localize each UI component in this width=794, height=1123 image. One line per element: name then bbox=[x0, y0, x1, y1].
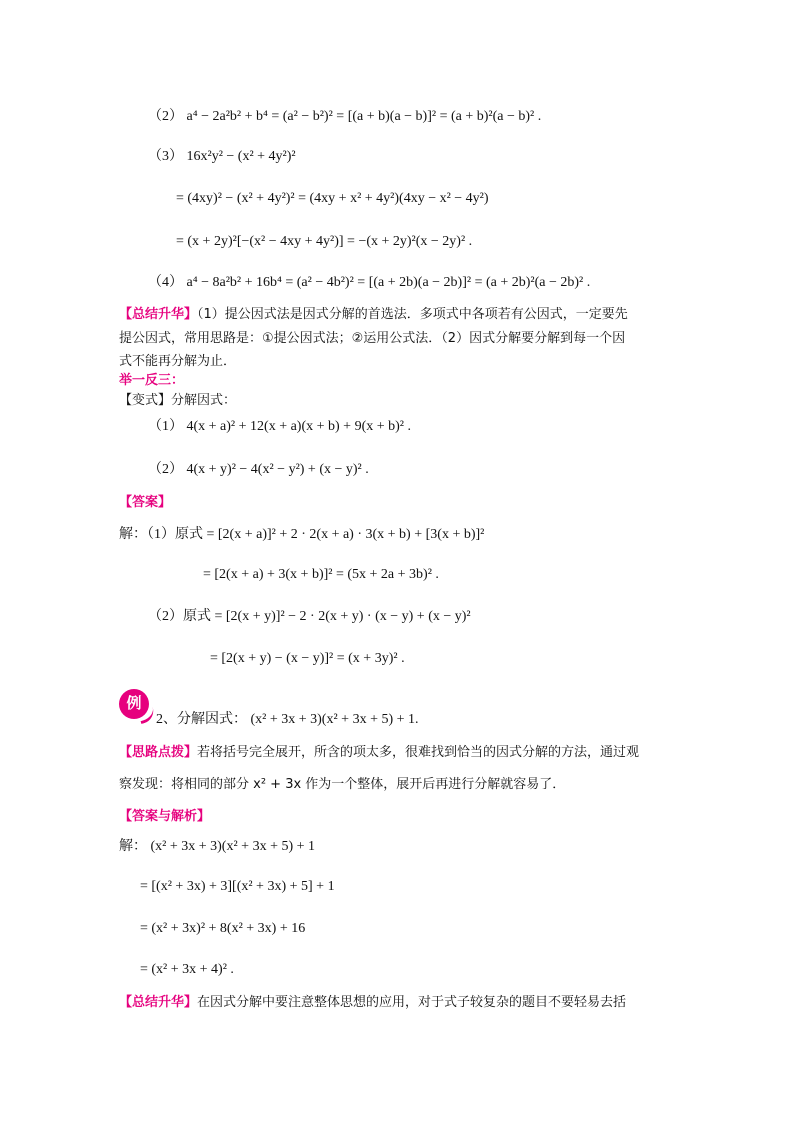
answer-2-line-2: = [2(x + y) − (x − y)]² = (x + 3y)² . bbox=[210, 651, 405, 666]
summary-1-line-3: 式不能再分解为止． bbox=[119, 354, 237, 369]
summary-2-text: 在因式分解中要注意整体思想的应用，对于式子较复杂的题目不要轻易去括 bbox=[197, 995, 627, 1010]
answer-1-line-1: 解：（1）原式 = [2(x + a)]² + 2 · 2(x + a) · 3(x + b) + [3(x + b)]² bbox=[119, 527, 485, 542]
analysis-line-4: = (x² + 3x + 4)² . bbox=[140, 962, 234, 977]
hint-line-1 bbox=[119, 744, 639, 762]
hint-line-2: 察发现：将相同的部分 x² + 3x 作为一个整体，展开后再进行分解就容易了． bbox=[119, 777, 566, 792]
solution-part-3-step2: = (x + 2y)²[−(x² − 4xy + 4y²)] = −(x + 2y)²(x − 2y)² . bbox=[176, 234, 473, 249]
analysis-line-2: = [(x² + 3x) + 3][(x² + 3x) + 5] + 1 bbox=[140, 879, 335, 894]
summary-2-line-1 bbox=[119, 994, 626, 1012]
analysis-line-1: 解： (x² + 3x + 3)(x² + 3x + 5) + 1 bbox=[119, 839, 316, 854]
example-2-prompt: 2、分解因式： (x² + 3x + 3)(x² + 3x + 5) + 1. bbox=[156, 712, 419, 727]
solution-part-4: （4） a⁴ − 8a²b² + 16b⁴ = (a² − 4b²)² = [(a + 2b)(a − 2b)]² = (a + 2b)²(a − 2b)² . bbox=[148, 275, 591, 290]
summary-1-line-2: 提公因式，常用思路是：①提公因式法；②运用公式法．（2）因式分解要分解到每一个因 bbox=[119, 331, 626, 346]
analysis-line-3: = (x² + 3x)² + 8(x² + 3x) + 16 bbox=[140, 921, 306, 936]
variant-question-1: （1） 4(x + a)² + 12(x + a)(x + b) + 9(x + b)² . bbox=[148, 419, 411, 434]
hint-tag: 【思路点拨】 bbox=[119, 745, 198, 760]
variant-label: 【变式】分解因式： bbox=[119, 393, 237, 408]
summary-tag: 【总结升华】 bbox=[119, 307, 198, 322]
answer-tag: 【答案】 bbox=[119, 495, 172, 510]
solution-part-3: （3） 16x²y² − (x² + 4y²)² bbox=[148, 149, 296, 164]
solution-part-3-step1: = (4xy)² − (x² + 4y²)² = (4xy + x² + 4y²)(4xy − x² − 4y²) bbox=[176, 191, 489, 206]
summary-1-line-1 bbox=[119, 306, 628, 324]
practice-heading: 举一反三： bbox=[119, 373, 185, 388]
hint-text-1: 若将括号完全展开，所含的项太多，很难找到恰当的因式分解的方法，通过观 bbox=[197, 745, 640, 760]
answer-1-line-2: = [2(x + a) + 3(x + b)]² = (5x + 2a + 3b)² . bbox=[203, 567, 439, 582]
analysis-tag: 【答案与解析】 bbox=[119, 809, 211, 824]
summary-1-text-1: （1）提公因式法是因式分解的首选法．多项式中各项若有公因式，一定要先 bbox=[197, 307, 628, 322]
example-badge-icon: 例 bbox=[119, 689, 149, 719]
solution-part-2: （2） a⁴ − 2a²b² + b⁴ = (a² − b²)² = [(a + b)(a − b)]² = (a + b)²(a − b)² . bbox=[148, 109, 542, 124]
summary-2-tag: 【总结升华】 bbox=[119, 995, 198, 1010]
answer-2-line-1: （2）原式 = [2(x + y)]² − 2 · 2(x + y) · (x − y) + (x − y)² bbox=[148, 609, 471, 624]
variant-question-2: （2） 4(x + y)² − 4(x² − y²) + (x − y)² . bbox=[148, 462, 369, 477]
